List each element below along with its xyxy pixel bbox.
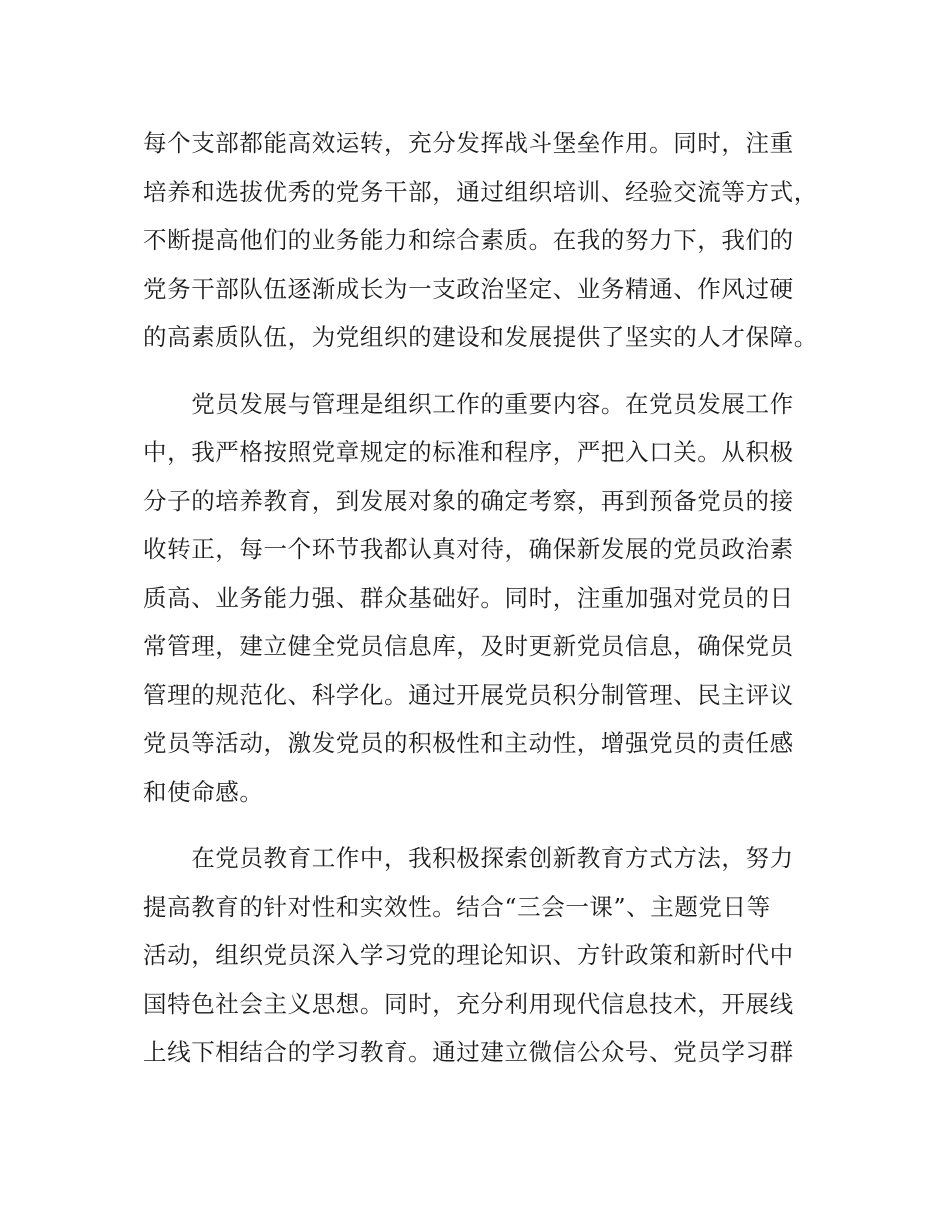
paragraph-2 [143, 380, 811, 817]
paragraph-spacer [143, 362, 811, 380]
paragraph-spacer [143, 816, 811, 834]
text-line: 不断提高他们的业务能力和综合素质。在我的努力下，我们的 [143, 226, 794, 254]
document-body [143, 119, 818, 1077]
text-line: 党员等活动，激发党员的积极性和主动性，增强党员的责任感 [143, 729, 794, 757]
text-line: 提高教育的针对性和实效性。结合“三会一课”、主题党日等 [143, 892, 771, 921]
text-line: 培养和选拔优秀的党务干部，通过组织培训、经验交流等方式， [143, 177, 818, 206]
text-line: 收转正，每一个环节我都认真对待，确保新发展的党员政治素 [143, 535, 794, 563]
text-line: 的高素质队伍，为党组织的建设和发展提供了坚实的人才保障。 [143, 323, 818, 351]
text-line: 党员发展与管理是组织工作的重要内容。在党员发展工作 [143, 389, 794, 418]
text-line: 管理的规范化、科学化。通过开展党员积分制管理、民主评议 [143, 680, 794, 709]
text-line: 上线下相结合的学习教育。通过建立微信公众号、党员学习群 [143, 1038, 794, 1066]
paragraph-1 [143, 119, 818, 362]
paragraph-3 [143, 834, 811, 1077]
text-line: 中，我严格按照党章规定的标准和程序，严把入口关。从积极 [143, 438, 794, 466]
text-line: 分子的培养教育，到发展对象的确定考察，再到预备党员的接 [143, 486, 794, 515]
text-line: 质高、业务能力强、群众基础好。同时，注重加强对党员的日 [143, 583, 794, 612]
text-line: 党务干部队伍逐渐成长为一支政治坚定、业务精通、作风过硬 [143, 274, 794, 303]
text-line: 活动，组织党员深入学习党的理论知识、方针政策和新时代中 [143, 941, 794, 969]
text-line: 在党员教育工作中，我积极探索创新教育方式方法，努力 [143, 844, 794, 872]
text-line: 国特色社会主义思想。同时，充分利用现代信息技术，开展线 [143, 989, 794, 1018]
text-line: 每个支部都能高效运转，充分发挥战斗堡垒作用。同时，注重 [143, 129, 794, 157]
text-line: 常管理，建立健全党员信息库，及时更新党员信息，确保党员 [143, 632, 794, 660]
text-line: 和使命感。 [143, 777, 264, 806]
